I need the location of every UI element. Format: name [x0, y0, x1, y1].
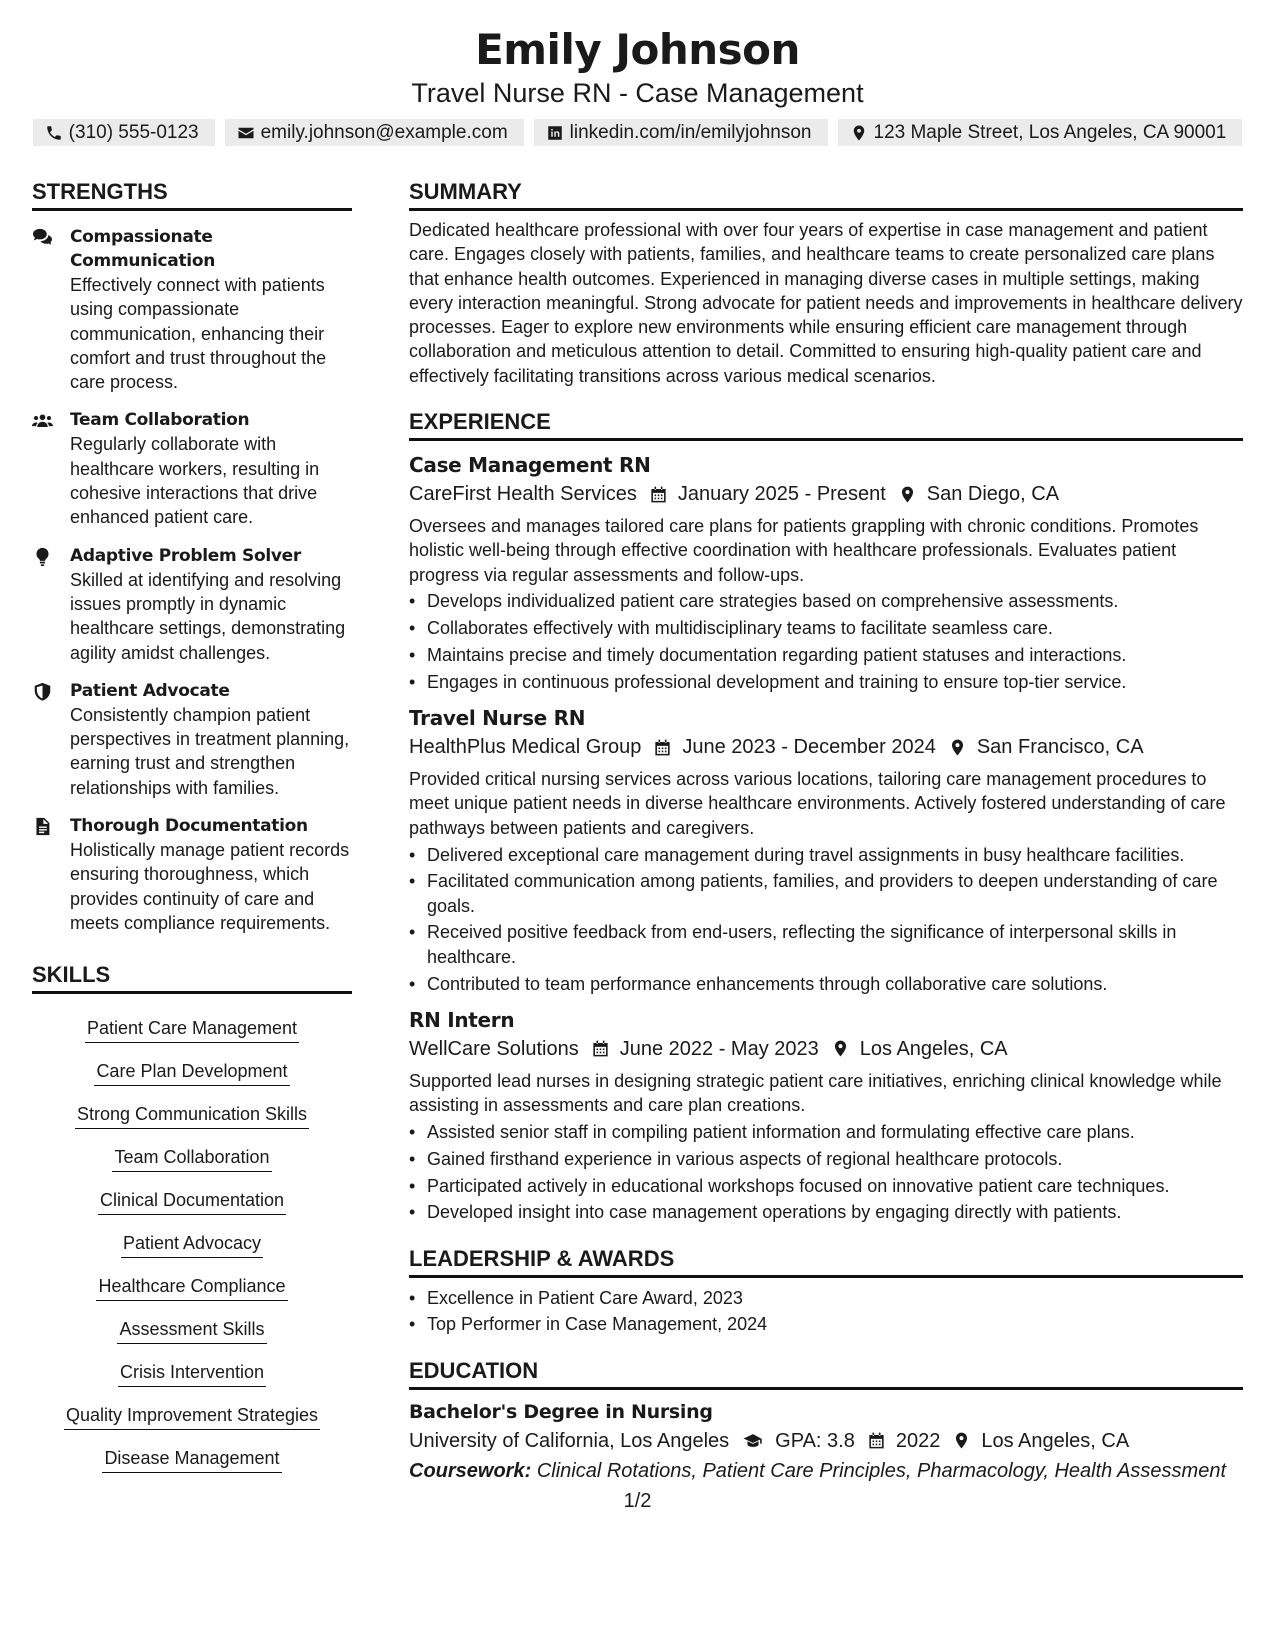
job-bullet: • Engages in continuous professional development and training to ensure top-tier service. — [409, 670, 1243, 694]
users-icon — [32, 411, 53, 430]
job-dates: June 2022 - May 2023 — [619, 1037, 819, 1060]
experience-title: EXPERIENCE — [409, 408, 1243, 441]
job-bullet: • Gained firsthand experience in various aspects of regional healthcare protocols. — [409, 1147, 1243, 1171]
summary-text: Dedicated healthcare professional with over four years of expertise in case management and patient care. Engages closely with patients, families, and healthcare teams to create personalized care plans that enhance health outcomes. Experienced in managing diverse cases in multiple settings, making every interaction meaningful. Strong advocate for patient needs and improvements in healthcare delivery processes. Eager to explore new environments while ensuring efficient care management through collaboration and meticulous attention to detail. Committed to ensuring high-quality patient care and effectively facilitating transitions across various medical scenarios. — [409, 220, 1243, 386]
strength-title: Team Collaboration — [70, 410, 250, 431]
skill-item: Strong Communication Skills — [75, 1098, 309, 1129]
job-bullet: • Contributed to team performance enhancements through collaborative care solutions. — [409, 972, 1243, 996]
job-meta — [409, 479, 1243, 509]
job-location: Los Angeles, CA — [859, 1037, 1008, 1060]
job-location: San Diego, CA — [926, 483, 1060, 506]
education-title: EDUCATION — [409, 1357, 1243, 1390]
awards-title: LEADERSHIP & AWARDS — [409, 1245, 1243, 1278]
skill-item: Team Collaboration — [112, 1141, 271, 1172]
coursework-text: Clinical Rotations, Patient Care Principles, Pharmacology, Health Assessment — [536, 1459, 1227, 1482]
linkedin-icon — [546, 124, 564, 142]
coursework — [409, 1456, 1243, 1486]
location-pin-icon — [831, 1039, 850, 1058]
strength-desc: Regularly collaborate with healthcare workers, resulting in cohesive interactions that drive enhanced patient care. — [70, 434, 320, 528]
graduation-year: 2022 — [895, 1429, 941, 1452]
skills-title: SKILLS — [32, 961, 352, 994]
skills-list — [32, 1000, 352, 1473]
strength-item — [32, 814, 352, 935]
job-dates: June 2023 - December 2024 — [682, 736, 936, 759]
job-bullet: • Collaborates effectively with multidisciplinary teams to facilitate seamless care. — [409, 616, 1243, 640]
contact-phone[interactable] — [33, 119, 215, 146]
location-pin-icon — [948, 738, 967, 757]
job-bullet: • Develops individualized patient care strategies based on comprehensive assessments. — [409, 589, 1243, 613]
contact-linkedin-text: linkedin.com/in/emilyjohnson — [569, 121, 812, 143]
job-bullet: • Developed insight into case management operations by engaging directly with patients. — [409, 1200, 1243, 1224]
job-entry — [409, 1006, 1243, 1225]
degree-title: Bachelor's Degree in Nursing — [409, 1400, 713, 1423]
location-pin-icon — [952, 1431, 971, 1450]
strength-title: Patient Advocate — [70, 680, 230, 701]
comments-icon — [32, 228, 53, 247]
skill-item: Clinical Documentation — [98, 1184, 286, 1215]
shield-icon — [32, 682, 53, 701]
award-item: • Top Performer in Case Management, 2024 — [409, 1312, 1243, 1336]
strength-desc: Consistently champion patient perspectives in treatment planning, earning trust and strengthen relationships with families. — [70, 704, 350, 798]
document-icon — [32, 817, 53, 836]
job-bullet: • Delivered exceptional care management during travel assignments in busy healthcare facilities. — [409, 843, 1243, 867]
gpa: GPA: 3.8 — [775, 1429, 855, 1452]
right-column — [409, 178, 1243, 1486]
school-name: University of California, Los Angeles — [409, 1429, 730, 1452]
job-title: RN Intern — [409, 1007, 515, 1032]
job-dates: January 2025 - Present — [677, 483, 886, 506]
strength-desc: Effectively connect with patients using compassionate communication, enhancing their comfort and trust throughout the care process. — [70, 275, 327, 393]
coursework-label: Coursework: — [409, 1459, 532, 1482]
skill-item: Care Plan Development — [94, 1055, 289, 1086]
contact-address — [838, 119, 1243, 146]
strength-item — [32, 544, 352, 665]
job-bullet: • Maintains precise and timely documentation regarding patient statuses and interactions. — [409, 643, 1243, 667]
contact-linkedin[interactable] — [534, 119, 828, 146]
job-bullet: • Participated actively in educational workshops focused on innovative patient care techniques. — [409, 1174, 1243, 1198]
job-bullet: • Facilitated communication among patients, families, and providers to deepen understanding of care goals. — [409, 869, 1243, 918]
job-bullet: • Assisted senior staff in compiling patient information and formulating effective care plans. — [409, 1120, 1243, 1144]
strength-item — [32, 679, 352, 800]
job-meta — [409, 1034, 1243, 1064]
strength-item — [32, 408, 352, 529]
job-description: Supported lead nurses in designing strategic patient care initiatives, enriching clinical knowledge while assisting in assessments and care plan creations. — [409, 1070, 1222, 1116]
skill-item: Assessment Skills — [117, 1313, 266, 1344]
graduation-cap-icon — [741, 1431, 765, 1450]
candidate-name: Emily Johnson — [475, 25, 800, 74]
page-number: 1/2 — [623, 1490, 652, 1512]
resume-header — [0, 0, 1275, 146]
school-location: Los Angeles, CA — [981, 1429, 1130, 1452]
contact-phone-text: (310) 555-0123 — [68, 121, 199, 143]
job-bullets — [409, 843, 1243, 996]
job-title: Case Management RN — [409, 453, 651, 478]
job-entry — [409, 704, 1243, 996]
job-bullet: • Received positive feedback from end-users, reflecting the significance of interpersonal skills in healthcare. — [409, 920, 1243, 969]
strength-desc: Holistically manage patient records ensuring thoroughness, which provides continuity of care and meets compliance requirements. — [70, 840, 350, 933]
skill-item: Crisis Intervention — [118, 1356, 266, 1387]
job-company: WellCare Solutions — [409, 1037, 579, 1060]
calendar-icon — [649, 485, 668, 504]
job-description: Oversees and manages tailored care plans for patients grappling with chronic conditions. Promotes holistic well-being through effective coordination with healthcare professionals. Evaluates patient progress via regular assessments and follow-ups. — [409, 516, 1199, 585]
job-description: Provided critical nursing services across various locations, tailoring care management procedures to meet unique patient needs in diverse healthcare environments. Actively fostered understanding of care pathways between patients and caregivers. — [409, 769, 1226, 838]
contact-address-text: 123 Maple Street, Los Angeles, CA 90001 — [873, 121, 1227, 143]
job-bullets — [409, 1120, 1243, 1225]
job-meta — [409, 732, 1243, 762]
calendar-icon — [653, 738, 672, 757]
calendar-icon — [591, 1039, 610, 1058]
job-location: San Francisco, CA — [976, 736, 1144, 759]
phone-icon — [45, 124, 63, 142]
contact-bar — [0, 119, 1275, 146]
awards-list — [409, 1286, 1243, 1337]
contact-email[interactable] — [225, 119, 524, 146]
job-entry — [409, 451, 1243, 694]
skill-item: Quality Improvement Strategies — [64, 1399, 320, 1430]
calendar-icon — [867, 1431, 886, 1450]
award-item: • Excellence in Patient Care Award, 2023 — [409, 1286, 1243, 1310]
contact-email-text: emily.johnson@example.com — [260, 121, 508, 143]
left-column — [32, 178, 352, 1473]
summary-title: SUMMARY — [409, 178, 1243, 211]
strength-title: Adaptive Problem Solver — [70, 545, 301, 566]
skill-item: Disease Management — [102, 1442, 281, 1473]
location-pin-icon — [898, 485, 917, 504]
candidate-role: Travel Nurse RN - Case Management — [411, 78, 864, 108]
job-bullets — [409, 589, 1243, 694]
education-meta — [409, 1426, 1243, 1456]
skill-item: Healthcare Compliance — [96, 1270, 287, 1301]
skill-item: Patient Care Management — [85, 1012, 299, 1043]
lightbulb-icon — [32, 547, 53, 566]
location-pin-icon — [850, 124, 868, 142]
strength-title: Thorough Documentation — [70, 816, 308, 837]
job-company: CareFirst Health Services — [409, 483, 637, 506]
job-company: HealthPlus Medical Group — [409, 736, 642, 759]
strength-item — [32, 225, 352, 394]
job-title: Travel Nurse RN — [409, 706, 586, 731]
strength-title: Compassionate Communication — [70, 227, 215, 271]
skill-item: Patient Advocacy — [121, 1227, 263, 1258]
strengths-title: STRENGTHS — [32, 178, 352, 211]
strength-desc: Skilled at identifying and resolving issues promptly in dynamic healthcare settings, demonstrating agility amidst challenges. — [70, 569, 346, 663]
envelope-icon — [237, 124, 255, 142]
